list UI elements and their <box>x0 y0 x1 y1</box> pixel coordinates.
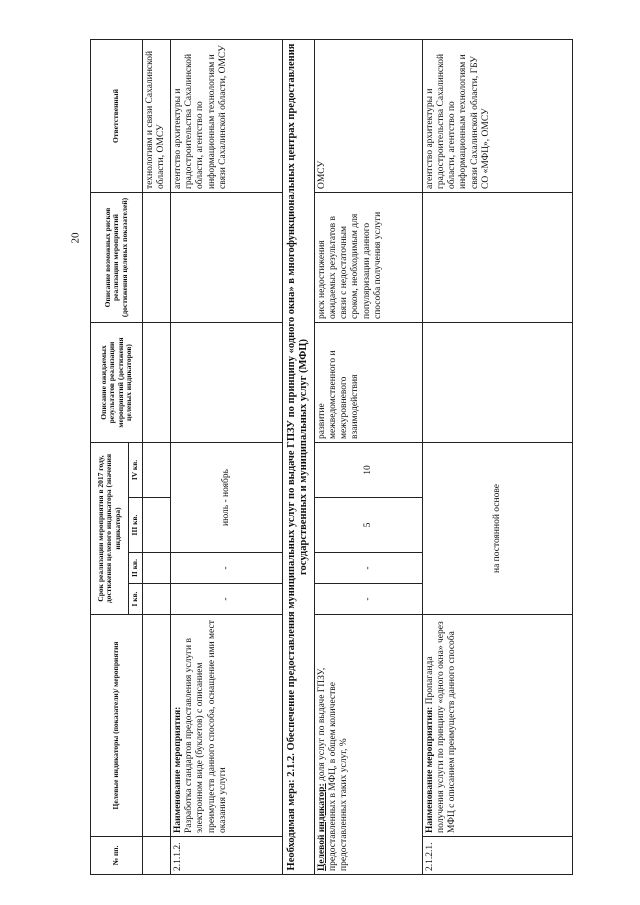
activity-title: Наименование мероприятия: <box>424 706 435 833</box>
row-number: 2.1.2.1. <box>422 837 572 875</box>
row-number: 2.1.1.2. <box>171 837 283 875</box>
q4-value: 10 <box>314 443 422 498</box>
activity-title: Наименование мероприятия: <box>173 706 183 833</box>
expected-cell: развитие межведомственного и межуровневого взаимодействия <box>314 323 422 443</box>
plan-table <box>90 39 573 875</box>
term-value: на постоянной основе <box>422 443 572 615</box>
header-num: № пп. <box>91 837 143 875</box>
header-term: Срок реализации мероприятия в 2017 году, достижения целевого индикатора (значения индикатора) <box>91 443 129 615</box>
activity-text: Разработка стандартов предоставления услуги в электронном виде (буклетов) с описанием преимуществ данного способа, оснащение ими мест оказания услуги <box>184 620 228 833</box>
risks-cell: риск недостижения ожидаемых результатов в связи с недостаточным сроком, необходимым для популяризации данного способа получения услуги <box>314 193 422 323</box>
indicator-text: доля услуг по выдаче ГПЗУ, предоставленных в МФЦ, в общем количестве предоставленных таких услуг, % <box>316 667 350 871</box>
table-row-2-1-1-2 <box>171 40 283 875</box>
header-q4: IV кв. <box>129 443 143 498</box>
section-row <box>283 40 315 875</box>
responsible-cell: агентство архитектуры и градостроительства Сахалинской области, агентство по информационным технологиям и связи Сахалинской области, ОМСУ <box>171 40 283 193</box>
header-responsible: Ответственный <box>91 40 143 193</box>
q1-value: - <box>171 584 283 615</box>
activity-text: Пропаганда получения услуги по принципу «одного окна» через МФЦ с описанием преимуществ данного способа <box>424 621 458 833</box>
responsible-cell: технологиям и связи Сахалинской области, ОМСУ <box>143 40 171 193</box>
header-expected: Описание ожидаемых результатов реализации мероприятий (достижения целевых индикаторов) <box>91 323 143 443</box>
q2-value: - <box>314 553 422 584</box>
section-heading: Необходимая мера: 2.1.2. Обеспечение предоставления муниципальных услуг по выдаче ГПЗУ по принципу «одного окна» в многофункциональных центрах предоставления государственных и муниципальных услуг (МФЦ) <box>283 40 315 875</box>
header-row <box>91 40 129 875</box>
activity-cell <box>422 615 572 837</box>
q3-value: 5 <box>314 498 422 553</box>
header-q3: III кв. <box>129 498 143 553</box>
header-q1: I кв. <box>129 584 143 615</box>
indicator-row <box>314 40 422 875</box>
responsible-cell: ОМСУ <box>314 40 422 193</box>
rotated-page <box>90 40 620 875</box>
header-q2: II кв. <box>129 553 143 584</box>
q1-value: - <box>314 584 422 615</box>
rotated-content <box>90 40 620 875</box>
q2-value: - <box>171 553 283 584</box>
header-risks: Описание возможных рисков реализации мероприятий (достижения целевых показателей) <box>91 193 143 323</box>
responsible-cell: агентство архитектуры и градостроительства Сахалинской области, агентство по информационным технологиям и связи Сахалинской области, ГБУ СО «МФЦ», ОМСУ <box>422 40 572 193</box>
activity-cell <box>171 615 283 837</box>
header-indicators: Целевые индикаторы (показатели)/ мероприятия <box>91 615 143 837</box>
table-row-continued <box>143 40 171 875</box>
table-row-2-1-2-1 <box>422 40 572 875</box>
indicator-cell <box>314 615 422 875</box>
q34-value: июль - ноябрь <box>171 443 283 553</box>
indicator-label: Целевой индикатор: <box>316 783 327 871</box>
